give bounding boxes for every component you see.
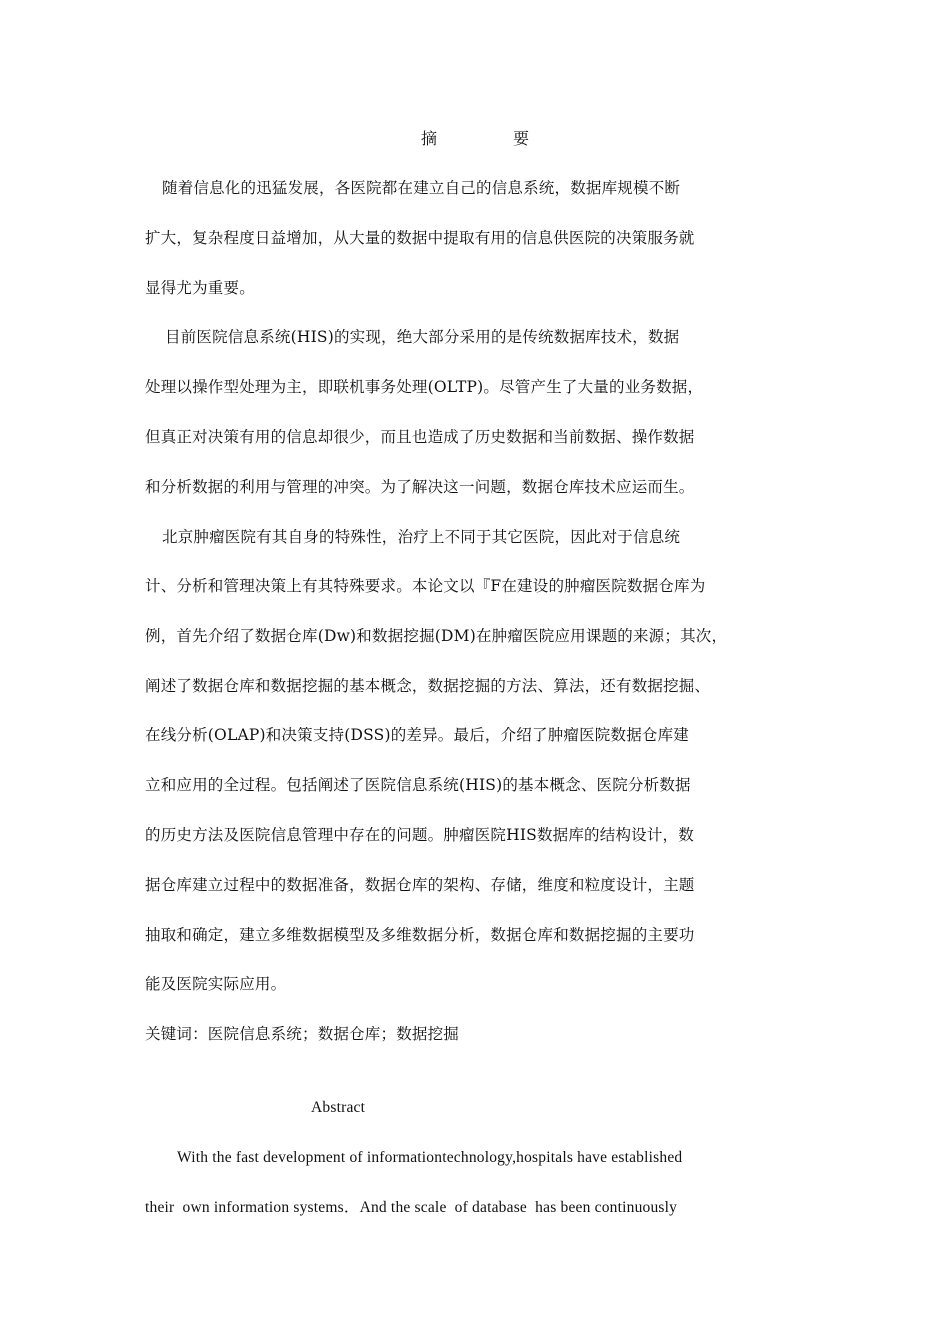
- paragraph-3-line-9: 抽取和确定，建立多维数据模型及多维数据分析，数据仓库和数据挖掘的主要功: [145, 926, 695, 944]
- paragraph-3-line-5: 在线分析(OLAP)和决策支持(DSS)的差异。最后，介绍了肿瘤医院数据仓库建: [145, 726, 690, 744]
- paragraph-2-line-4: 和分析数据的利用与管理的冲突。为了解决这一问题，数据仓库技术应运而生。: [145, 478, 695, 496]
- paragraph-1-line-3: 显得尤为重要。: [145, 279, 255, 297]
- english-abstract-title: Abstract: [311, 1099, 366, 1116]
- abstract-title-char-1: 摘: [421, 129, 438, 148]
- paragraph-3-line-4: 阐述了数据仓库和数据挖掘的基本概念，数据挖掘的方法、算法，还有数据挖掘、: [145, 677, 711, 695]
- abstract-title-char-2: 要: [513, 129, 530, 148]
- paragraph-3-line-3: 例，首先介绍了数据仓库(Dw)和数据挖掘(DM)在肿瘤医院应用课题的来源；其次，: [145, 627, 728, 645]
- paragraph-3-line-8: 据仓库建立过程中的数据准备，数据仓库的架构、存储，维度和粒度设计，主题: [145, 876, 695, 894]
- paragraph-1-line-1: 随着信息化的迅猛发展，各医院都在建立自己的信息系统，数据库规模不断: [162, 179, 681, 197]
- paragraph-3-line-10: 能及医院实际应用。: [145, 975, 287, 993]
- english-abstract-line-2: their own information systems．And the scale of database has been continuously: [145, 1199, 678, 1216]
- paragraph-3-line-1: 北京肿瘤医院有其自身的特殊性，治疗上不同于其它医院，因此对于信息统: [162, 528, 681, 546]
- english-abstract-line-1: With the fast development of informationtechnology,hospitals have established: [177, 1149, 683, 1166]
- paragraph-3-line-6: 立和应用的全过程。包括阐述了医院信息系统(HIS)的基本概念、医院分析数据: [145, 776, 691, 794]
- paragraph-3-line-7: 的历史方法及医院信息管理中存在的问题。肿瘤医院HIS数据库的结构设计，数: [145, 826, 694, 844]
- paragraph-3-line-2: 计、分析和管理决策上有其特殊要求。本论文以『F在建设的肿瘤医院数据仓库为: [145, 577, 706, 595]
- keywords-line: 关键词：医院信息系统；数据仓库；数据挖掘: [145, 1025, 460, 1043]
- paragraph-1-line-2: 扩大，复杂程度日益增加，从大量的数据中提取有用的信息供医院的决策服务就: [145, 229, 695, 247]
- paragraph-2-line-1: 目前医院信息系统(HIS)的实现，绝大部分采用的是传统数据库技术，数据: [165, 328, 680, 346]
- paragraph-2-line-2: 处理以操作型处理为主，即联机事务处理(OLTP)。尽管产生了大量的业务数据，: [145, 378, 704, 396]
- paragraph-2-line-3: 但真正对决策有用的信息却很少，而且也造成了历史数据和当前数据、操作数据: [145, 428, 695, 446]
